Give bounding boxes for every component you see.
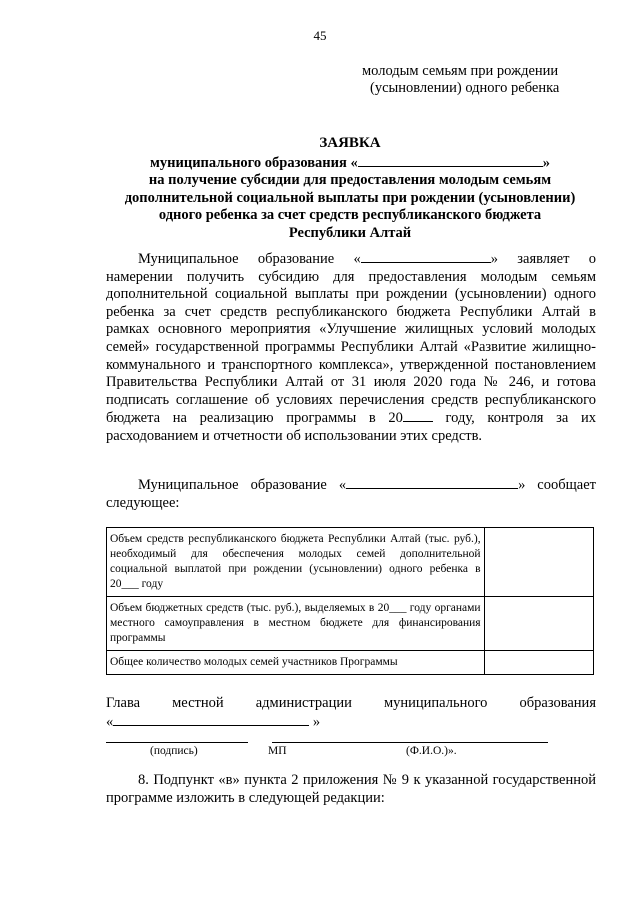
table-cell-description: Объем бюджетных средств (тыс. руб.), выделяемых в 20___ году органами местного самоуправления в местном бюджете для финансирования программы (107, 597, 485, 651)
signature-label-sign: (подпись) (150, 745, 198, 757)
paragraph2-municipality-blank (346, 476, 518, 489)
table-cell-value (484, 597, 593, 651)
paragraph2-end: » сообщает следующее: (106, 477, 596, 511)
signature-word: местной (172, 695, 224, 711)
header-right (362, 63, 559, 97)
signature-line2-end: » (309, 713, 321, 730)
title-line5: Республики Алтай (288, 224, 412, 241)
title-main: ЗАЯВКА (319, 135, 381, 151)
signature-line-sign (106, 742, 248, 743)
table-cell-value (484, 651, 593, 675)
title-line4: одного ребенка за счет средств республиканского бюджета (158, 207, 542, 223)
title-block (100, 135, 600, 242)
paragraph2-start: Муниципальное образование « (138, 477, 347, 493)
title-line1-end: » (542, 154, 550, 171)
title-municipality-blank (358, 154, 543, 167)
signature-word: образования (519, 695, 596, 711)
info-table (106, 527, 594, 675)
title-line1 (100, 154, 600, 173)
paragraph1-municipality-blank (361, 250, 491, 263)
signature-title-row (106, 695, 596, 713)
paragraph1-year-blank (403, 409, 433, 422)
table-cell-value (484, 528, 593, 597)
table-row (107, 528, 594, 597)
header-right-line1: молодым семьям при рождении (362, 63, 559, 79)
paragraph1-start: Муниципальное образование « (138, 251, 361, 267)
page-number: 45 (313, 28, 327, 43)
paragraph-application (106, 250, 596, 446)
signature-line2-start: « (106, 713, 114, 730)
signature-line-fio (272, 742, 548, 743)
paragraph-subitem: 8. Подпункт «в» пункта 2 приложения № 9 к указанной государственной программе изложить в следующей редакции: (106, 772, 596, 806)
signature-word: муниципального (383, 695, 488, 711)
title-line3: дополнительной социальной выплаты при рождении (усыновлении) (124, 189, 576, 206)
paragraph1-end: году, контроля за их расходованием и отчетности об использовании этих средств. (106, 410, 596, 444)
header-right-line2: (усыновлении) одного ребенка (370, 80, 560, 96)
signature-municipality-row (106, 713, 596, 732)
signature-lines (106, 732, 596, 762)
table-row (107, 597, 594, 651)
title-line2: на получение субсидии для предоставления молодым семьям (148, 172, 552, 188)
signature-word: Глава (106, 695, 141, 711)
signature-municipality-blank (113, 713, 309, 726)
signature-word: администрации (255, 695, 352, 711)
signature-label-fio: (Ф.И.О.)». (406, 745, 457, 757)
signature-label-mp: МП (268, 745, 287, 757)
paragraph-report (106, 476, 596, 512)
table-row (107, 651, 594, 675)
table-cell-description: Объем средств республиканского бюджета Республики Алтай (тыс. руб.), необходимый для обеспечения молодых семей дополнительной социальной выплатой при рождении (усыновлении) одного ребенка в 20___ году (107, 528, 485, 597)
title-line1-start: муниципального образования « (150, 154, 358, 171)
signature-block (106, 695, 596, 731)
paragraph1-rest: » заявляет о намерении получить субсидию для предоставления молодым семьям дополнительной социальной выплаты при рождении (усыновлении) одного ребенка за счет средств республиканского бюджета Республики Алтай в рамках основного мероприятия «Улучшение жилищных условий молодых семей» государственной программы Республики Алтай «Развитие жилищно-коммунального и транспортного комплекса», утвержденной постановлением Правительства Республики Алтай от 31 июля 2020 года № 246, и готова подписать соглашение об условиях перечисления средств республиканского бюджета на реализацию программы в 20 (106, 251, 597, 427)
table-cell-description: Общее количество молодых семей участников Программы (107, 651, 485, 675)
